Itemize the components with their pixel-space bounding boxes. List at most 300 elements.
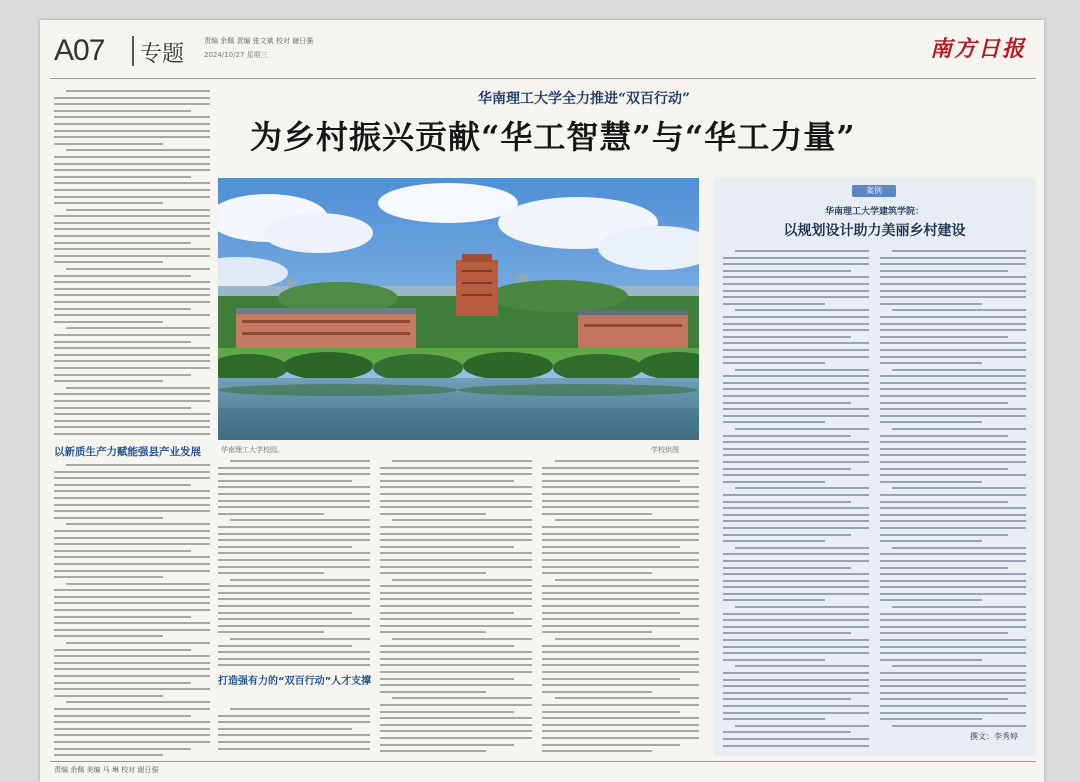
text-line bbox=[54, 116, 210, 118]
text-line bbox=[880, 270, 1008, 272]
text-line bbox=[880, 540, 982, 542]
article-kicker: 华南理工大学全力推进“双百行动” bbox=[478, 91, 691, 107]
text-line bbox=[54, 490, 210, 492]
text-line bbox=[54, 497, 210, 499]
text-line bbox=[880, 375, 1026, 377]
text-line bbox=[880, 580, 1026, 582]
text-line bbox=[380, 513, 486, 515]
text-line bbox=[54, 347, 210, 349]
text-line bbox=[542, 704, 699, 706]
subhead-industry: 以新质生产力赋能强县产业发展 bbox=[54, 446, 201, 458]
text-line bbox=[880, 441, 1026, 443]
text-line bbox=[218, 715, 370, 717]
text-line bbox=[555, 697, 699, 699]
text-line bbox=[880, 415, 1026, 417]
text-line bbox=[54, 688, 210, 690]
text-line bbox=[880, 296, 1026, 298]
text-line bbox=[723, 639, 869, 641]
text-line bbox=[723, 323, 869, 325]
text-line bbox=[218, 612, 352, 614]
text-line bbox=[218, 605, 370, 607]
text-line bbox=[542, 506, 699, 508]
text-line bbox=[723, 290, 869, 292]
text-line bbox=[54, 589, 210, 591]
text-line bbox=[54, 754, 163, 756]
text-line bbox=[735, 665, 869, 667]
text-line bbox=[542, 671, 699, 673]
text-line bbox=[218, 526, 370, 528]
text-line bbox=[880, 382, 1026, 384]
text-line bbox=[54, 294, 210, 296]
text-line bbox=[555, 579, 699, 581]
text-line bbox=[54, 334, 210, 336]
sidebar-column-1-text bbox=[723, 250, 869, 751]
text-line bbox=[54, 360, 210, 362]
text-line bbox=[880, 646, 1026, 648]
header-divider bbox=[132, 36, 134, 66]
text-line bbox=[218, 506, 370, 508]
campus-photo-image bbox=[218, 178, 699, 440]
text-line bbox=[735, 487, 869, 489]
text-line bbox=[392, 579, 532, 581]
text-line bbox=[723, 263, 869, 265]
text-line bbox=[880, 290, 1026, 292]
text-line bbox=[230, 460, 370, 462]
text-line bbox=[54, 222, 210, 224]
text-line bbox=[380, 585, 532, 587]
text-line bbox=[54, 413, 210, 415]
text-line bbox=[54, 537, 210, 539]
text-line bbox=[66, 583, 210, 585]
text-line bbox=[380, 704, 532, 706]
text-line bbox=[54, 576, 163, 578]
text-line bbox=[880, 474, 1026, 476]
text-line bbox=[555, 638, 699, 640]
text-line bbox=[54, 301, 210, 303]
text-line bbox=[723, 468, 851, 470]
text-line bbox=[880, 421, 982, 423]
text-line bbox=[54, 741, 210, 743]
text-line bbox=[880, 501, 1008, 503]
text-line bbox=[230, 519, 370, 521]
text-line bbox=[380, 631, 486, 633]
text-line bbox=[54, 504, 210, 506]
text-line bbox=[54, 182, 210, 184]
text-line bbox=[542, 585, 699, 587]
text-line bbox=[723, 712, 869, 714]
text-line bbox=[54, 426, 210, 428]
text-line bbox=[880, 481, 982, 483]
text-line bbox=[380, 717, 532, 719]
text-line bbox=[723, 336, 851, 338]
text-line bbox=[54, 563, 210, 565]
text-line bbox=[880, 435, 1008, 437]
text-line bbox=[54, 616, 191, 618]
text-line bbox=[723, 534, 851, 536]
text-line bbox=[723, 421, 825, 423]
text-line bbox=[723, 507, 869, 509]
text-line bbox=[880, 520, 1026, 522]
text-line bbox=[892, 665, 1026, 667]
text-line bbox=[555, 460, 699, 462]
text-line bbox=[880, 685, 1026, 687]
text-line bbox=[723, 441, 869, 443]
text-line bbox=[542, 711, 680, 713]
text-line bbox=[542, 572, 652, 574]
text-line bbox=[230, 708, 370, 710]
text-line bbox=[218, 598, 370, 600]
text-line bbox=[542, 592, 699, 594]
text-line bbox=[880, 698, 1008, 700]
text-line bbox=[723, 474, 869, 476]
text-line bbox=[880, 461, 1026, 463]
text-line bbox=[54, 629, 210, 631]
subhead-talent: 打造强有力的“双百行动”人才支撑 bbox=[218, 676, 372, 687]
text-line bbox=[542, 480, 680, 482]
text-line bbox=[723, 408, 869, 410]
text-line bbox=[542, 605, 699, 607]
text-line bbox=[723, 329, 869, 331]
text-line bbox=[880, 593, 1026, 595]
text-line bbox=[542, 750, 652, 752]
text-line bbox=[218, 585, 370, 587]
text-line bbox=[723, 494, 869, 496]
text-line bbox=[880, 283, 1026, 285]
text-line bbox=[380, 730, 532, 732]
text-line bbox=[54, 682, 191, 684]
text-line bbox=[723, 356, 869, 358]
middle-column-2-text bbox=[380, 460, 532, 757]
text-line bbox=[54, 110, 191, 112]
text-line bbox=[380, 684, 532, 686]
text-line bbox=[880, 408, 1026, 410]
text-line bbox=[723, 738, 869, 740]
text-line bbox=[380, 526, 532, 528]
text-line bbox=[880, 356, 1026, 358]
text-line bbox=[723, 382, 869, 384]
text-line bbox=[218, 480, 352, 482]
text-line bbox=[54, 275, 191, 277]
sidebar-title: 以规划设计助力美丽乡村建设 bbox=[783, 223, 966, 239]
text-line bbox=[723, 454, 869, 456]
text-line bbox=[723, 586, 869, 588]
text-line bbox=[723, 698, 851, 700]
text-line bbox=[380, 651, 532, 653]
text-line bbox=[54, 248, 210, 250]
text-line bbox=[880, 395, 1026, 397]
text-line bbox=[880, 388, 1026, 390]
text-line bbox=[735, 547, 869, 549]
text-line bbox=[735, 309, 869, 311]
text-line bbox=[723, 375, 869, 377]
text-line bbox=[230, 579, 370, 581]
text-line bbox=[54, 477, 210, 479]
text-line bbox=[880, 257, 1026, 259]
text-line bbox=[218, 566, 370, 568]
text-line bbox=[542, 467, 699, 469]
text-line bbox=[380, 664, 532, 666]
text-line bbox=[218, 467, 370, 469]
text-line bbox=[723, 705, 869, 707]
text-line bbox=[880, 705, 1026, 707]
text-line bbox=[880, 567, 1008, 569]
text-line bbox=[218, 658, 370, 660]
text-line bbox=[880, 613, 1026, 615]
text-line bbox=[380, 724, 532, 726]
text-line bbox=[542, 691, 652, 693]
text-line bbox=[54, 570, 210, 572]
text-line bbox=[380, 493, 532, 495]
text-line bbox=[54, 242, 191, 244]
text-line bbox=[735, 428, 869, 430]
text-line bbox=[542, 533, 699, 535]
text-line bbox=[880, 599, 982, 601]
editor-credits: 责编 余佩 责编 张文斌 校对 谢日强 bbox=[204, 37, 314, 45]
text-line bbox=[66, 149, 210, 151]
text-line bbox=[380, 566, 532, 568]
text-line bbox=[380, 598, 532, 600]
text-line bbox=[880, 362, 982, 364]
text-line bbox=[66, 209, 210, 211]
text-line bbox=[392, 638, 532, 640]
text-line bbox=[54, 510, 210, 512]
text-line bbox=[54, 407, 191, 409]
text-line bbox=[892, 547, 1026, 549]
text-line bbox=[66, 464, 210, 466]
text-line bbox=[723, 731, 851, 733]
text-line bbox=[66, 701, 210, 703]
text-line bbox=[880, 336, 1008, 338]
text-line bbox=[880, 692, 1026, 694]
text-line bbox=[54, 635, 163, 637]
text-line bbox=[230, 638, 370, 640]
text-line bbox=[892, 487, 1026, 489]
text-line bbox=[54, 123, 210, 125]
text-line bbox=[54, 420, 210, 422]
text-line bbox=[723, 415, 869, 417]
text-line bbox=[723, 402, 851, 404]
text-line bbox=[723, 461, 869, 463]
text-line bbox=[218, 493, 370, 495]
text-line bbox=[218, 572, 324, 574]
text-line bbox=[54, 202, 163, 204]
text-line bbox=[542, 559, 699, 561]
text-line bbox=[542, 612, 680, 614]
text-line bbox=[66, 90, 210, 92]
text-line bbox=[723, 580, 869, 582]
text-line bbox=[735, 725, 869, 727]
campus-photo bbox=[218, 178, 699, 440]
text-line bbox=[723, 270, 851, 272]
text-line bbox=[542, 493, 699, 495]
text-line bbox=[723, 626, 869, 628]
text-line bbox=[54, 176, 191, 178]
text-line bbox=[54, 655, 210, 657]
text-line bbox=[723, 276, 869, 278]
text-line bbox=[54, 354, 210, 356]
text-line bbox=[218, 500, 370, 502]
text-line bbox=[54, 189, 210, 191]
text-line bbox=[542, 717, 699, 719]
article-headline: 为乡村振兴贡献“华工智慧”与“华工力量” bbox=[250, 118, 856, 156]
text-line bbox=[723, 501, 851, 503]
text-line bbox=[723, 349, 869, 351]
text-line bbox=[380, 750, 486, 752]
text-line bbox=[380, 572, 486, 574]
text-line bbox=[723, 342, 869, 344]
text-line bbox=[880, 573, 1026, 575]
text-line bbox=[880, 586, 1026, 588]
text-line bbox=[54, 708, 210, 710]
text-line bbox=[54, 196, 210, 198]
text-line bbox=[723, 573, 869, 575]
text-line bbox=[54, 321, 163, 323]
text-line bbox=[723, 632, 851, 634]
text-line bbox=[54, 341, 191, 343]
text-line bbox=[723, 540, 825, 542]
text-line bbox=[880, 323, 1026, 325]
text-line bbox=[218, 546, 352, 548]
text-line bbox=[66, 387, 210, 389]
text-line bbox=[380, 533, 532, 535]
text-line bbox=[880, 494, 1026, 496]
text-line bbox=[723, 303, 825, 305]
text-line bbox=[542, 618, 699, 620]
text-line bbox=[380, 612, 514, 614]
text-line bbox=[880, 507, 1026, 509]
text-line bbox=[880, 679, 1026, 681]
text-line bbox=[880, 718, 982, 720]
text-line bbox=[880, 639, 1026, 641]
text-line bbox=[54, 156, 210, 158]
text-line bbox=[54, 143, 163, 145]
text-line bbox=[880, 553, 1026, 555]
text-line bbox=[54, 550, 191, 552]
photo-credit: 学校供图 bbox=[651, 446, 679, 454]
text-line bbox=[880, 316, 1026, 318]
text-line bbox=[555, 519, 699, 521]
text-line bbox=[218, 651, 370, 653]
text-line bbox=[542, 546, 680, 548]
text-line bbox=[892, 428, 1026, 430]
text-line bbox=[54, 255, 210, 257]
newspaper-page bbox=[40, 20, 1044, 782]
text-line bbox=[542, 486, 699, 488]
text-line bbox=[218, 559, 370, 561]
text-line bbox=[880, 402, 1008, 404]
text-line bbox=[380, 678, 514, 680]
text-line bbox=[735, 250, 869, 252]
text-line bbox=[880, 626, 1026, 628]
text-line bbox=[380, 592, 532, 594]
text-line bbox=[54, 668, 210, 670]
issue-date: 2024/10/27 星期三 bbox=[204, 51, 268, 59]
text-line bbox=[54, 169, 210, 171]
text-line bbox=[380, 552, 532, 554]
text-line bbox=[880, 652, 1026, 654]
section-name: 专题 bbox=[140, 42, 185, 67]
text-line bbox=[218, 539, 370, 541]
text-line bbox=[54, 163, 210, 165]
text-line bbox=[880, 448, 1026, 450]
text-line bbox=[54, 602, 210, 604]
text-line bbox=[723, 435, 851, 437]
text-line bbox=[218, 473, 370, 475]
text-line bbox=[218, 664, 370, 666]
text-line bbox=[880, 619, 1026, 621]
text-line bbox=[542, 737, 699, 739]
text-line bbox=[380, 605, 532, 607]
text-line bbox=[880, 349, 1026, 351]
text-line bbox=[218, 618, 370, 620]
text-line bbox=[54, 400, 210, 402]
text-line bbox=[54, 662, 210, 664]
text-line bbox=[54, 215, 210, 217]
text-line bbox=[66, 268, 210, 270]
text-line bbox=[542, 625, 699, 627]
text-line bbox=[54, 380, 163, 382]
text-line bbox=[892, 725, 1026, 727]
text-line bbox=[54, 261, 163, 263]
text-line bbox=[380, 625, 532, 627]
text-line bbox=[542, 664, 699, 666]
text-line bbox=[54, 374, 191, 376]
sidebar-subtitle: 华南理工大学建筑学院： bbox=[824, 207, 924, 217]
text-line bbox=[880, 263, 1026, 265]
text-line bbox=[723, 395, 869, 397]
text-line bbox=[54, 609, 210, 611]
text-line bbox=[218, 533, 370, 535]
text-line bbox=[380, 500, 532, 502]
text-line bbox=[54, 721, 210, 723]
text-line bbox=[54, 622, 210, 624]
sidebar-byline: 撰文：李秀婷 bbox=[970, 732, 1018, 741]
text-line bbox=[54, 471, 210, 473]
text-line bbox=[380, 546, 514, 548]
text-line bbox=[218, 486, 370, 488]
text-line bbox=[54, 228, 210, 230]
text-line bbox=[542, 566, 699, 568]
middle-column-1-text bbox=[218, 460, 370, 671]
text-line bbox=[723, 593, 869, 595]
text-line bbox=[542, 513, 652, 515]
text-line bbox=[380, 559, 532, 561]
text-line bbox=[880, 303, 982, 305]
page-header bbox=[40, 20, 1044, 78]
text-line bbox=[380, 618, 532, 620]
text-line bbox=[542, 724, 699, 726]
text-line bbox=[723, 652, 869, 654]
text-line bbox=[218, 592, 370, 594]
text-line bbox=[723, 718, 825, 720]
middle-column-1-text-2 bbox=[218, 708, 370, 754]
text-line bbox=[723, 692, 869, 694]
text-line bbox=[880, 534, 1008, 536]
text-line bbox=[723, 553, 869, 555]
page-number: A07 bbox=[54, 34, 105, 67]
text-line bbox=[723, 619, 869, 621]
text-line bbox=[723, 296, 869, 298]
text-line bbox=[218, 625, 370, 627]
text-line bbox=[218, 721, 370, 723]
text-line bbox=[542, 526, 699, 528]
text-line bbox=[892, 309, 1026, 311]
text-line bbox=[54, 530, 210, 532]
text-line bbox=[723, 481, 825, 483]
text-line bbox=[880, 454, 1026, 456]
text-line bbox=[723, 567, 851, 569]
text-line bbox=[218, 748, 370, 750]
